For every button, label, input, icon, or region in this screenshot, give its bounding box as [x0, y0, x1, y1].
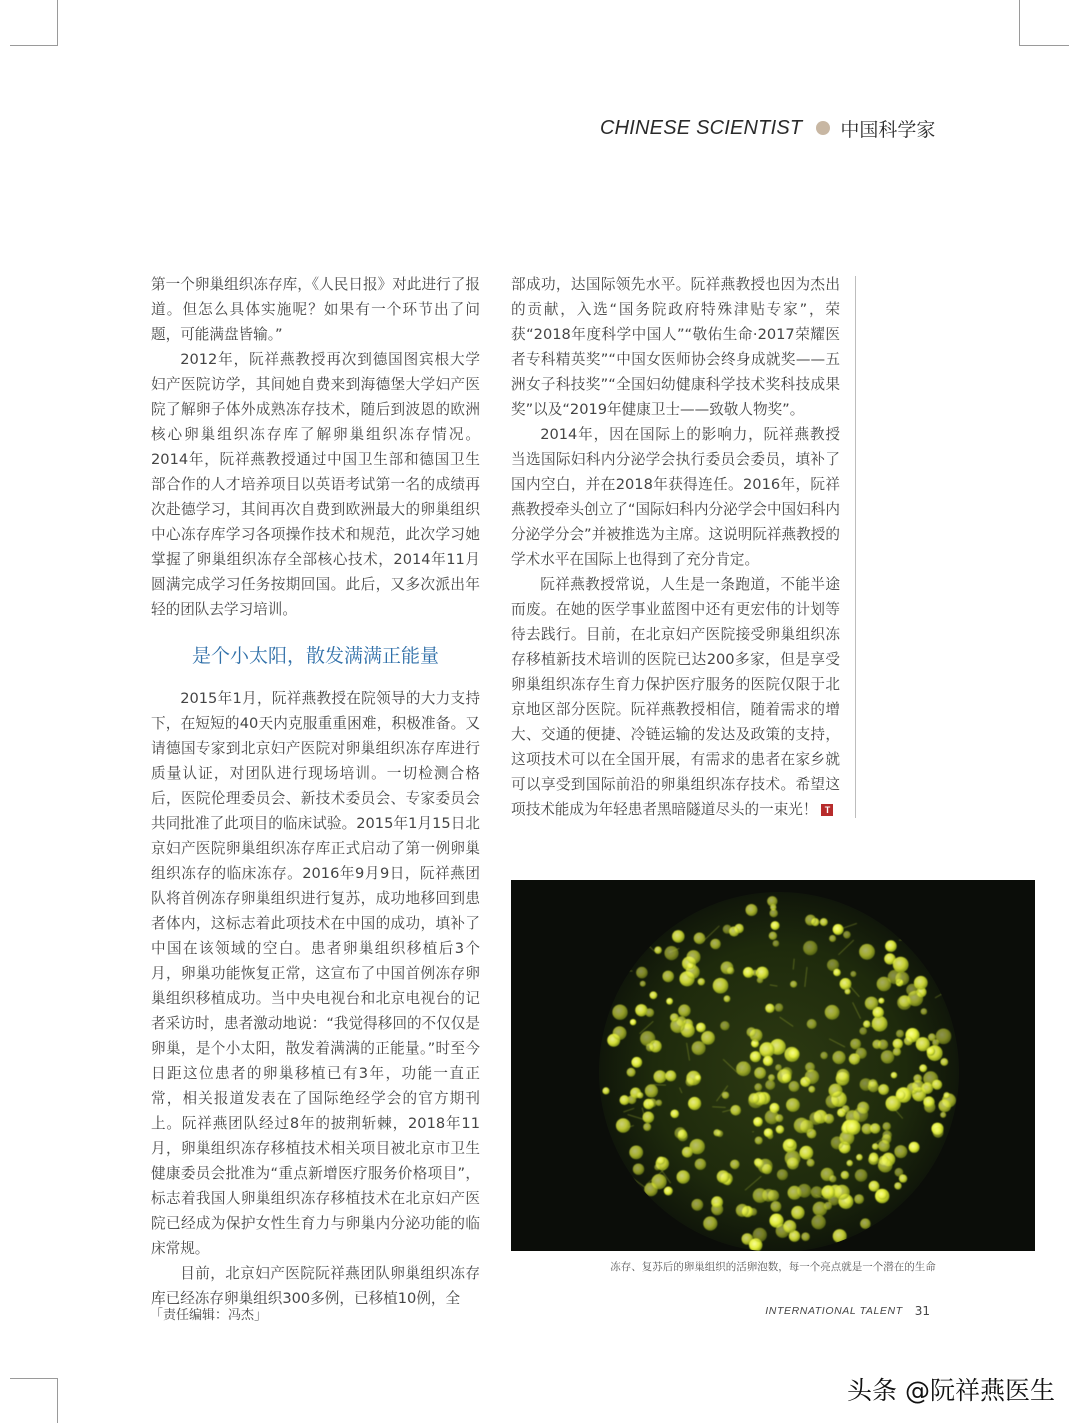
- follicle-dot: [759, 1042, 774, 1057]
- follicle-dot: [870, 1123, 880, 1133]
- follicle-dot: [749, 1093, 760, 1104]
- follicle-dot: [865, 997, 878, 1010]
- tissue-filament: [653, 1085, 666, 1086]
- follicle-dot: [805, 1070, 819, 1084]
- follicle-dot: [799, 1146, 813, 1160]
- follicle-dot: [769, 932, 777, 940]
- follicle-dot: [650, 991, 658, 999]
- follicle-dot: [855, 1169, 868, 1182]
- follicle-dot: [765, 1004, 774, 1013]
- follicle-dot: [878, 1140, 890, 1152]
- follicle-dot: [897, 995, 911, 1009]
- follicle-dot: [688, 1097, 701, 1110]
- follicle-dot: [695, 1159, 706, 1170]
- follicle-dot: [612, 1005, 627, 1020]
- follicle-dot: [820, 918, 828, 926]
- follicle-dot: [840, 978, 852, 990]
- follicle-dot: [773, 940, 780, 947]
- follicle-dot: [730, 1160, 740, 1170]
- section-title: 是个小太阳，散发满满正能量: [191, 645, 439, 667]
- crop-mark-tr-v: [1019, 0, 1020, 46]
- follicle-dot: [711, 1196, 723, 1208]
- follicle-dot: [791, 1206, 804, 1219]
- follicle-dot: [923, 1096, 934, 1107]
- follicle-dot: [771, 921, 780, 930]
- follicle-dot: [627, 1068, 636, 1077]
- follicle-dot: [794, 1118, 810, 1134]
- follicle-dot: [703, 1216, 717, 1230]
- follicle-dot: [670, 1013, 679, 1022]
- tissue-filament: [752, 1132, 754, 1133]
- follicle-dot: [754, 1083, 762, 1091]
- follicle-dot: [872, 1040, 881, 1049]
- follicle-dot: [943, 1092, 950, 1099]
- follicle-dot: [657, 1157, 665, 1165]
- follicle-dot: [801, 1232, 810, 1241]
- follicle-dot: [736, 1204, 749, 1217]
- follicle-dot: [922, 1082, 934, 1094]
- follicle-dot: [836, 1069, 849, 1082]
- follicle-dot: [893, 1039, 903, 1049]
- follicle-dot: [811, 1186, 823, 1198]
- follicle-dot: [777, 1069, 791, 1083]
- follicle-dot: [747, 1027, 757, 1037]
- follicle-dot: [786, 1098, 800, 1112]
- photo-caption: 冻存、复苏后的卵巢组织的活卵泡数，每一个亮点就是一个潜在的生命: [610, 1261, 936, 1273]
- follicle-dot: [899, 1174, 907, 1182]
- follicle-dot: [894, 1182, 901, 1189]
- editor-credit: 「责任编辑：冯杰」: [150, 1308, 268, 1323]
- crop-mark-tl-v: [57, 0, 58, 46]
- follicle-dot: [869, 1181, 880, 1192]
- follicle-dot: [853, 1107, 868, 1122]
- follicle-dot: [847, 1160, 853, 1166]
- follicle-dot: [832, 1051, 845, 1064]
- follicle-dot: [713, 978, 729, 994]
- follicle-dot: [909, 1142, 920, 1153]
- follicle-dot: [720, 1021, 729, 1030]
- follicle-dot: [777, 1169, 788, 1180]
- follicle-dot: [856, 1048, 867, 1059]
- follicle-dot: [932, 1080, 942, 1090]
- follicle-dot: [868, 1154, 879, 1165]
- follicle-dot: [894, 1145, 907, 1158]
- magazine-name: INTERNATIONAL TALENT: [765, 1305, 903, 1317]
- follicle-dot: [672, 930, 685, 943]
- follicle-dot: [678, 1004, 690, 1016]
- follicle-dot: [787, 1158, 799, 1170]
- follicle-dot: [921, 1008, 928, 1015]
- column-divider: [855, 276, 856, 818]
- follicle-dot: [872, 1016, 888, 1032]
- follicle-dot: [878, 1158, 893, 1173]
- article-column-left: [151, 272, 480, 1311]
- follicle-dot: [863, 1020, 870, 1027]
- follicle-dot: [776, 1125, 784, 1133]
- follicle-dot: [654, 946, 662, 954]
- follicle-dot: [717, 1170, 730, 1183]
- follicle-dot: [932, 1039, 939, 1046]
- follicle-dot: [811, 1215, 825, 1229]
- follicle-dot: [809, 1112, 822, 1125]
- follicle-dot: [765, 1080, 775, 1090]
- follicle-dot: [665, 1070, 676, 1081]
- follicle-dot: [919, 1064, 927, 1072]
- follicle-dot: [646, 1043, 654, 1051]
- follicle-dot: [753, 1117, 763, 1127]
- follicle-dot: [906, 984, 918, 996]
- follicle-dot: [927, 1047, 936, 1056]
- follicle-dot: [710, 939, 721, 950]
- follicle-dot: [808, 1086, 815, 1093]
- follicle-dot: [692, 1041, 706, 1055]
- follicle-dot: [630, 1019, 636, 1025]
- follicle-dot: [613, 1026, 627, 1040]
- follicle-dot: [891, 1072, 897, 1078]
- follicle-dot: [664, 946, 678, 960]
- follicle-dot: [803, 941, 817, 955]
- header-dot-icon: [816, 121, 830, 135]
- follicle-dot: [654, 1070, 667, 1083]
- follicle-dot: [687, 950, 701, 964]
- follicle-dot: [859, 1027, 867, 1035]
- follicle-dot: [940, 1058, 948, 1066]
- follicle-dot: [775, 1064, 782, 1071]
- follicle-dot: [768, 1074, 775, 1081]
- paragraph: [511, 572, 840, 822]
- follicle-dot: [675, 1127, 687, 1139]
- follicle-dot: [789, 1081, 800, 1092]
- tissue-filament: [854, 1062, 855, 1065]
- follicle-dot: [770, 909, 778, 917]
- follicle-dot: [776, 1114, 784, 1122]
- crop-mark-bl-h: [10, 1378, 58, 1379]
- follicle-dot: [783, 1220, 796, 1233]
- follicle-dot: [696, 1023, 706, 1033]
- follicle-dot: [820, 1052, 827, 1059]
- article-column-right: [511, 272, 840, 822]
- follicle-dot: [640, 981, 646, 987]
- follicle-dot: [881, 1050, 894, 1063]
- follicle-dot: [754, 1067, 766, 1079]
- header-title-en: CHINESE SCIENTIST: [600, 116, 803, 139]
- crop-mark-bl-v: [57, 1378, 58, 1423]
- follicle-dot: [883, 1122, 891, 1130]
- follicle-dot: [629, 1146, 643, 1160]
- follicle-dot: [829, 935, 836, 942]
- follicle-dot: [846, 1120, 861, 1135]
- follicle-dot: [633, 1164, 644, 1175]
- follicle-dot: [764, 1128, 773, 1137]
- follicle-dot: [755, 1137, 763, 1145]
- follicle-dot: [833, 969, 841, 977]
- follicle-dot: [786, 1140, 795, 1149]
- follicle-dot: [635, 1004, 647, 1016]
- paragraph: 2012年，阮祥燕教授再次到德国图宾根大学妇产医院访学，其间她自费来到海德堡大学妇产医院了解卵子体外成熟冻存技术，随后到波恩的欧洲核心卵巢组织冻存库了解卵巢组织冻存情况。2014年，阮祥燕教授通过中国卫生部和德国卫生部合作的人才培养项目以英语考试第一名的成绩再次赴德学习，其间再次自费到欧洲最大的卵巢组织中心冻存库学习各项操作技术和规范，此次学习她掌握了卵巢组织冻存全部核心技术，2014年11月圆满完成学习任务按期回国。此后，又多次派出年轻的团队去学习培训。: [151, 351, 480, 618]
- follicle-dot: [813, 1202, 828, 1217]
- follicle-dot: [643, 1123, 651, 1131]
- follicle-dot: [904, 1037, 913, 1046]
- follicle-dot: [701, 1031, 715, 1045]
- follicle-dot: [850, 1039, 861, 1050]
- follicle-dot: [730, 1105, 741, 1116]
- running-header: [600, 116, 940, 140]
- follicle-dot: [878, 1084, 889, 1095]
- follicle-dot: [825, 1005, 840, 1020]
- paragraph: 目前，北京妇产医院阮祥燕团队卵巢组织冻存库已经冻存卵巢组织300多例，已移植10例，全: [151, 1265, 480, 1307]
- paragraph: 2015年1月，阮祥燕教授在院领导的大力支持下，在短短的40天内克服重重困难，积极准备。又请德国专家到北京妇产医院对卵巢组织冻存库进行质量认证，对团队进行现场培训。一切检测合格后，医院伦理委员会、新技术委员会、专家委员会共同批准了此项目的临床试验。2015年1月15日北京妇产医院卵巢组织冻存库正式启动了第一例卵巢组织冻存的临床冻存。2016年9月9日，阮祥燕团队将首例冻存卵巢组织进行复苏，成功地移回到患者体内，这标志着此项技术在中国的成功，填补了中国在该领域的空白。患者卵巢组织移植后3个月，卵巢功能恢复正常，这宣布了中国首例冻存卵巢组织移植成功。当中央电视台和北京电视台的记者采访时，患者激动地说：“我觉得移回的不仅仅是卵巢，是个小太阳，散发着满满的正能量。”时至今日距这位患者的卵巢移植已有3年，功能一直正常，相关报道发表在了国际绝经学会的官方期刊上。阮祥燕团队经过8年的披荆斩棘，2018年11月，卵巢组织冻存移植技术相关项目被北京市卫生健康委员会批准为“重点新增医疗服务价格项目”，标志着我国人卵巢组织冻存移植技术在北京妇产医院已经成为保护女性生育力与卵巢内分泌功能的临床常规。: [151, 690, 480, 1257]
- follicle-dot: [933, 1127, 944, 1138]
- follicle-dot: [833, 924, 844, 935]
- follicle-dot: [872, 1143, 879, 1150]
- follicle-dot: [637, 1092, 643, 1098]
- paragraph: 2014年，因在国际上的影响力，阮祥燕教授当选国际妇科内分泌学会执行委员会委员，填补了国内空白，并在2018年获得连任。2016年，阮祥燕教授牵头创立了“国际妇科内分泌学会中国妇科内分泌学分会”并被推选为主席。这说明阮祥燕教授的学术水平在国际上也得到了充分肯定。: [511, 426, 840, 568]
- follicle-dot: [666, 998, 673, 1005]
- footer-folio: [765, 1304, 930, 1318]
- follicle-dot: [746, 904, 758, 916]
- paragraph-text: 阮祥燕教授常说，人生是一条跑道，不能半途而废。在她的医学事业蓝图中还有更宏伟的计划等待去践行。目前，在北京妇产医院接受卵巢组织冻存移植新技术培训的医院已达200多家，但是享受卵巢组织冻存生育力保护医疗服务的医院仅限于北京地区部分医院。阮祥燕教授相信，随着需求的增大、交通的便捷、冷链运输的发达及政策的支持，这项技术可以在全国开展，有需求的患者在家乡就可以享受到国际前沿的卵巢组织冻存技术。希望这项技术能成为年轻患者黑暗隧道尽头的一束光！: [511, 576, 840, 818]
- follicle-dot: [762, 1189, 775, 1202]
- follicle-dot: [835, 1185, 850, 1200]
- follicle-dot: [677, 1170, 690, 1183]
- follicle-dot: [631, 1057, 642, 1068]
- header-title-cn: 中国科学家: [840, 118, 936, 141]
- follicle-dot: [698, 978, 705, 985]
- follicle-dot: [850, 971, 856, 977]
- follicle-dot: [716, 1130, 723, 1137]
- follicle-image: [511, 880, 1035, 1251]
- follicle-dot: [860, 1218, 871, 1229]
- follicle-dot: [645, 1084, 658, 1097]
- follicle-dot: [724, 995, 731, 1002]
- follicle-dot: [763, 1056, 773, 1066]
- follicle-dot: [727, 967, 734, 974]
- follicle-dot: [938, 1099, 951, 1112]
- paragraph: 第一个卵巢组织冻存库，《人民日报》对此进行了报道。但怎么具体实施呢？如果有一个环节出了问题，可能满盘皆输。”: [151, 276, 480, 343]
- follicle-dot: [788, 1186, 802, 1200]
- follicle-dot: [822, 1185, 836, 1199]
- paragraph: 部成功，达国际领先水平。阮祥燕教授也因为杰出的贡献，入选“国务院政府特殊津贴专家”，荣获“2018年度科学中国人”“敬佑生命·2017荣耀医者专科精英奖”“中国女医师协会终身成就奖——五洲女子科技奖”“全国妇幼健康科学技术奖科技成果奖”以及“2019年健康卫士——致敬人物奖”。: [511, 276, 840, 418]
- follicle-dot: [620, 1095, 630, 1105]
- follicle-dot: [877, 1190, 887, 1200]
- follicle-dot: [686, 1077, 695, 1086]
- follicle-dot: [878, 998, 884, 1004]
- follicle-dot: [695, 1075, 701, 1081]
- crop-mark-tr-h: [1019, 45, 1069, 46]
- follicle-dot: [752, 970, 758, 976]
- follicle-dot: [829, 1084, 843, 1098]
- follicle-dot: [893, 957, 909, 973]
- follicle-dot: [616, 1118, 631, 1133]
- follicle-dot: [896, 1090, 906, 1100]
- follicle-dot: [807, 1019, 817, 1029]
- follicle-dot: [694, 933, 706, 945]
- follicle-dot: [664, 1187, 673, 1196]
- follicle-dot: [691, 1199, 703, 1211]
- follicle-dot: [640, 1031, 655, 1046]
- follicle-dot: [636, 967, 648, 979]
- follicle-dot: [775, 1003, 783, 1011]
- follicle-dot: [805, 915, 816, 926]
- follicle-dot: [885, 940, 897, 952]
- follicle-dot: [602, 1087, 609, 1094]
- follicle-dot: [788, 1048, 799, 1059]
- follicle-dot: [829, 1175, 836, 1182]
- follicle-dot: [856, 1154, 863, 1161]
- follicle-dot: [843, 931, 851, 939]
- follicle-dot: [893, 1048, 901, 1056]
- page-number: 31: [914, 1304, 930, 1318]
- end-mark-icon: T: [821, 804, 833, 816]
- follicle-dot: [824, 1114, 834, 1124]
- follicle-dot: [869, 1079, 878, 1088]
- follicle-dot: [841, 1171, 849, 1179]
- follicle-dot: [755, 1159, 764, 1168]
- follicle-dot: [729, 926, 739, 936]
- follicle-dot: [854, 1194, 864, 1204]
- follicle-dot: [859, 944, 875, 960]
- follicle-dot: [807, 1159, 815, 1167]
- follicle-dot: [648, 1098, 657, 1107]
- follicle-dot: [771, 1201, 782, 1212]
- follicle-dot: [662, 971, 674, 983]
- follicle-dot: [682, 1147, 693, 1158]
- follicle-dot: [753, 1228, 767, 1242]
- microscope-photo: [511, 880, 1035, 1251]
- follicle-dot: [896, 1030, 904, 1038]
- follicle-dot: [940, 1112, 946, 1118]
- follicle-dot: [750, 1051, 761, 1062]
- follicle-dot: [670, 1110, 679, 1119]
- follicle-dot: [790, 981, 797, 988]
- follicle-dot: [842, 1105, 850, 1113]
- follicle-dot: [767, 896, 777, 906]
- watermark: 头条 @阮祥燕医生: [847, 1376, 1055, 1405]
- crop-mark-tl-h: [10, 45, 58, 46]
